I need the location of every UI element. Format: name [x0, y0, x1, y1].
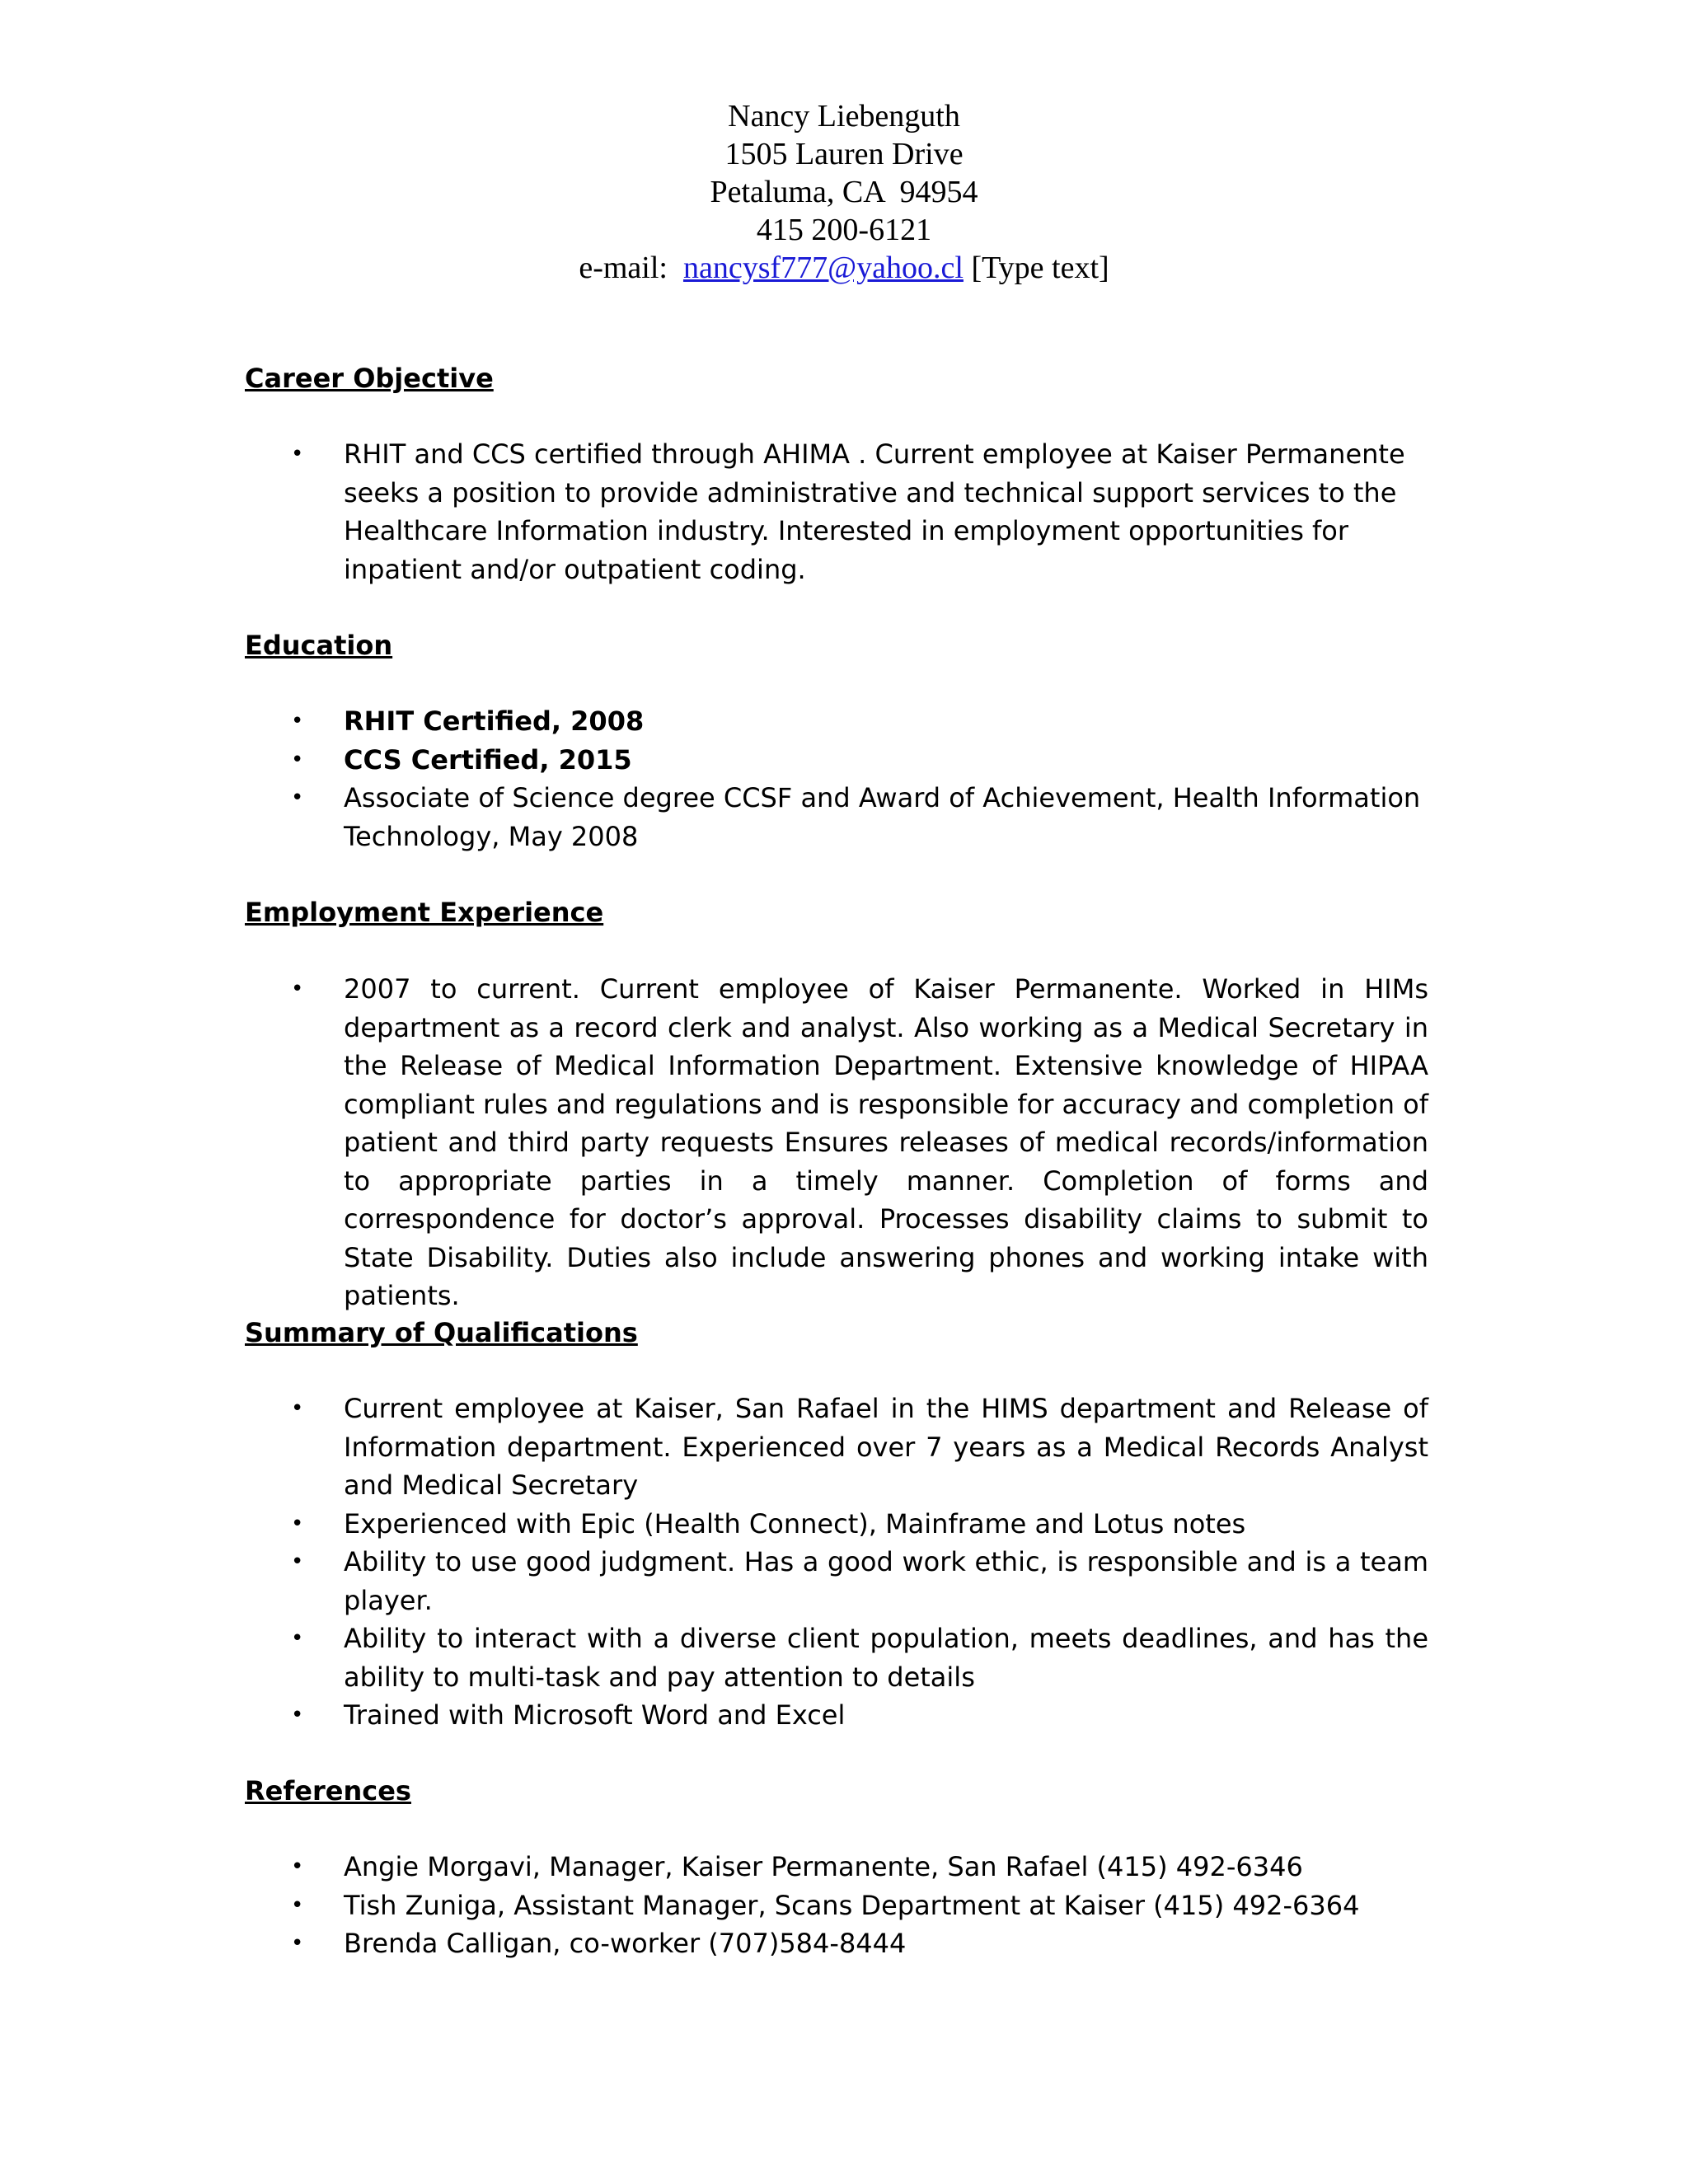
list-item	[245, 1696, 1428, 1735]
list-item	[245, 435, 1428, 588]
email-label: e-mail:	[579, 251, 668, 285]
bullet-icon: •	[291, 1396, 304, 1421]
list-item	[245, 1619, 1428, 1696]
list-item	[245, 1505, 1428, 1544]
references-list	[245, 1848, 1428, 1963]
bullet-icon: •	[291, 1892, 304, 1918]
education-item: Associate of Science degree CCSF and Award of Achievement, Health Information Technology, May 2008	[344, 782, 1421, 852]
list-item	[245, 702, 1428, 741]
qualification-item: Current employee at Kaiser, San Rafael in the HIMS department and Release of Information department. Experienced over 7 years as a Medical Records Analyst and Medical Secretary	[344, 1393, 1428, 1501]
bullet-icon: •	[291, 1703, 304, 1727]
contact-header	[0, 97, 1688, 287]
email-link[interactable]: nancysf777@yahoo.cl	[682, 251, 964, 285]
address-line-2: Petaluma, CA 94954	[710, 175, 978, 209]
list-item	[245, 1543, 1428, 1619]
bullet-icon: •	[291, 709, 304, 733]
qualification-item: Trained with Microsoft Word and Excel	[344, 1699, 846, 1731]
career-objective-list	[245, 435, 1428, 588]
bullet-icon: •	[291, 442, 304, 466]
bullet-icon: •	[291, 1511, 304, 1536]
bullet-icon: •	[291, 747, 304, 772]
education-list	[245, 702, 1428, 855]
list-item	[245, 779, 1428, 855]
list-item	[245, 1886, 1428, 1925]
career-objective-heading: Career Objective	[245, 363, 494, 394]
bullet-icon: •	[291, 785, 304, 810]
placeholder-text: [Type text]	[971, 251, 1109, 285]
qualification-item: Ability to interact with a diverse client population, meets deadlines, and has the ability to multi-task and pay attention to details	[344, 1623, 1428, 1693]
address-line-1: 1505 Lauren Drive	[724, 137, 964, 171]
qualifications-list	[245, 1390, 1428, 1735]
list-item	[245, 1848, 1428, 1886]
phone-number: 415 200-6121	[756, 213, 932, 247]
bullet-icon: •	[291, 977, 304, 1001]
employment-list	[245, 970, 1428, 1315]
qualification-item: Ability to use good judgment. Has a good work ethic, is responsible and is a team player.	[344, 1546, 1428, 1616]
reference-item: Brenda Calligan, co-worker (707)584-8444	[344, 1928, 907, 1959]
reference-item: Angie Morgavi, Manager, Kaiser Permanente, San Rafael (415) 492-6346	[344, 1851, 1303, 1882]
reference-item: Tish Zuniga, Assistant Manager, Scans Department at Kaiser (415) 492-6364	[344, 1889, 1360, 1921]
bullet-icon: •	[291, 1549, 304, 1574]
employment-text: 2007 to current. Current employee of Kaiser Permanente. Worked in HIMs department as a record clerk and analyst. Also working as a Medical Secretary in the Release of Medical Information Department. Extensive knowledge of HIPAA compliant rules and regulations and is responsible for accuracy and completion of patient and third party requests Ensures releases of medical records/information to appropriate parties in a timely manner. Completion of forms and correspondence for doctor’s approval. Processes disability claims to submit to State Disability. Duties also include answering phones and working intake with patients.	[344, 973, 1429, 1311]
employment-heading: Employment Experience	[245, 897, 604, 928]
qualification-item: Experienced with Epic (Health Connect), Mainframe and Lotus notes	[344, 1507, 1246, 1540]
email-line	[0, 249, 1688, 287]
bullet-icon: •	[291, 1626, 304, 1651]
bullet-icon: •	[291, 1931, 304, 1956]
list-item	[245, 741, 1428, 780]
list-item	[245, 970, 1428, 1315]
applicant-name: Nancy Liebenguth	[728, 99, 960, 134]
career-objective-text: RHIT and CCS certified through AHIMA . Current employee at Kaiser Permanente seeks a position to provide administrative and technical support services to the Healthcare Information industry. Interested in employment opportunities for inpatient and/or outpatient coding.	[344, 438, 1405, 585]
education-heading: Education	[245, 630, 393, 661]
bullet-icon: •	[291, 1854, 304, 1879]
references-heading: References	[245, 1775, 411, 1807]
list-item	[245, 1390, 1428, 1505]
education-item: CCS Certified, 2015	[344, 743, 632, 776]
qualifications-heading: Summary of Qualifications	[245, 1317, 638, 1348]
list-item	[245, 1924, 1428, 1963]
education-item: RHIT Certified, 2008	[344, 705, 645, 737]
